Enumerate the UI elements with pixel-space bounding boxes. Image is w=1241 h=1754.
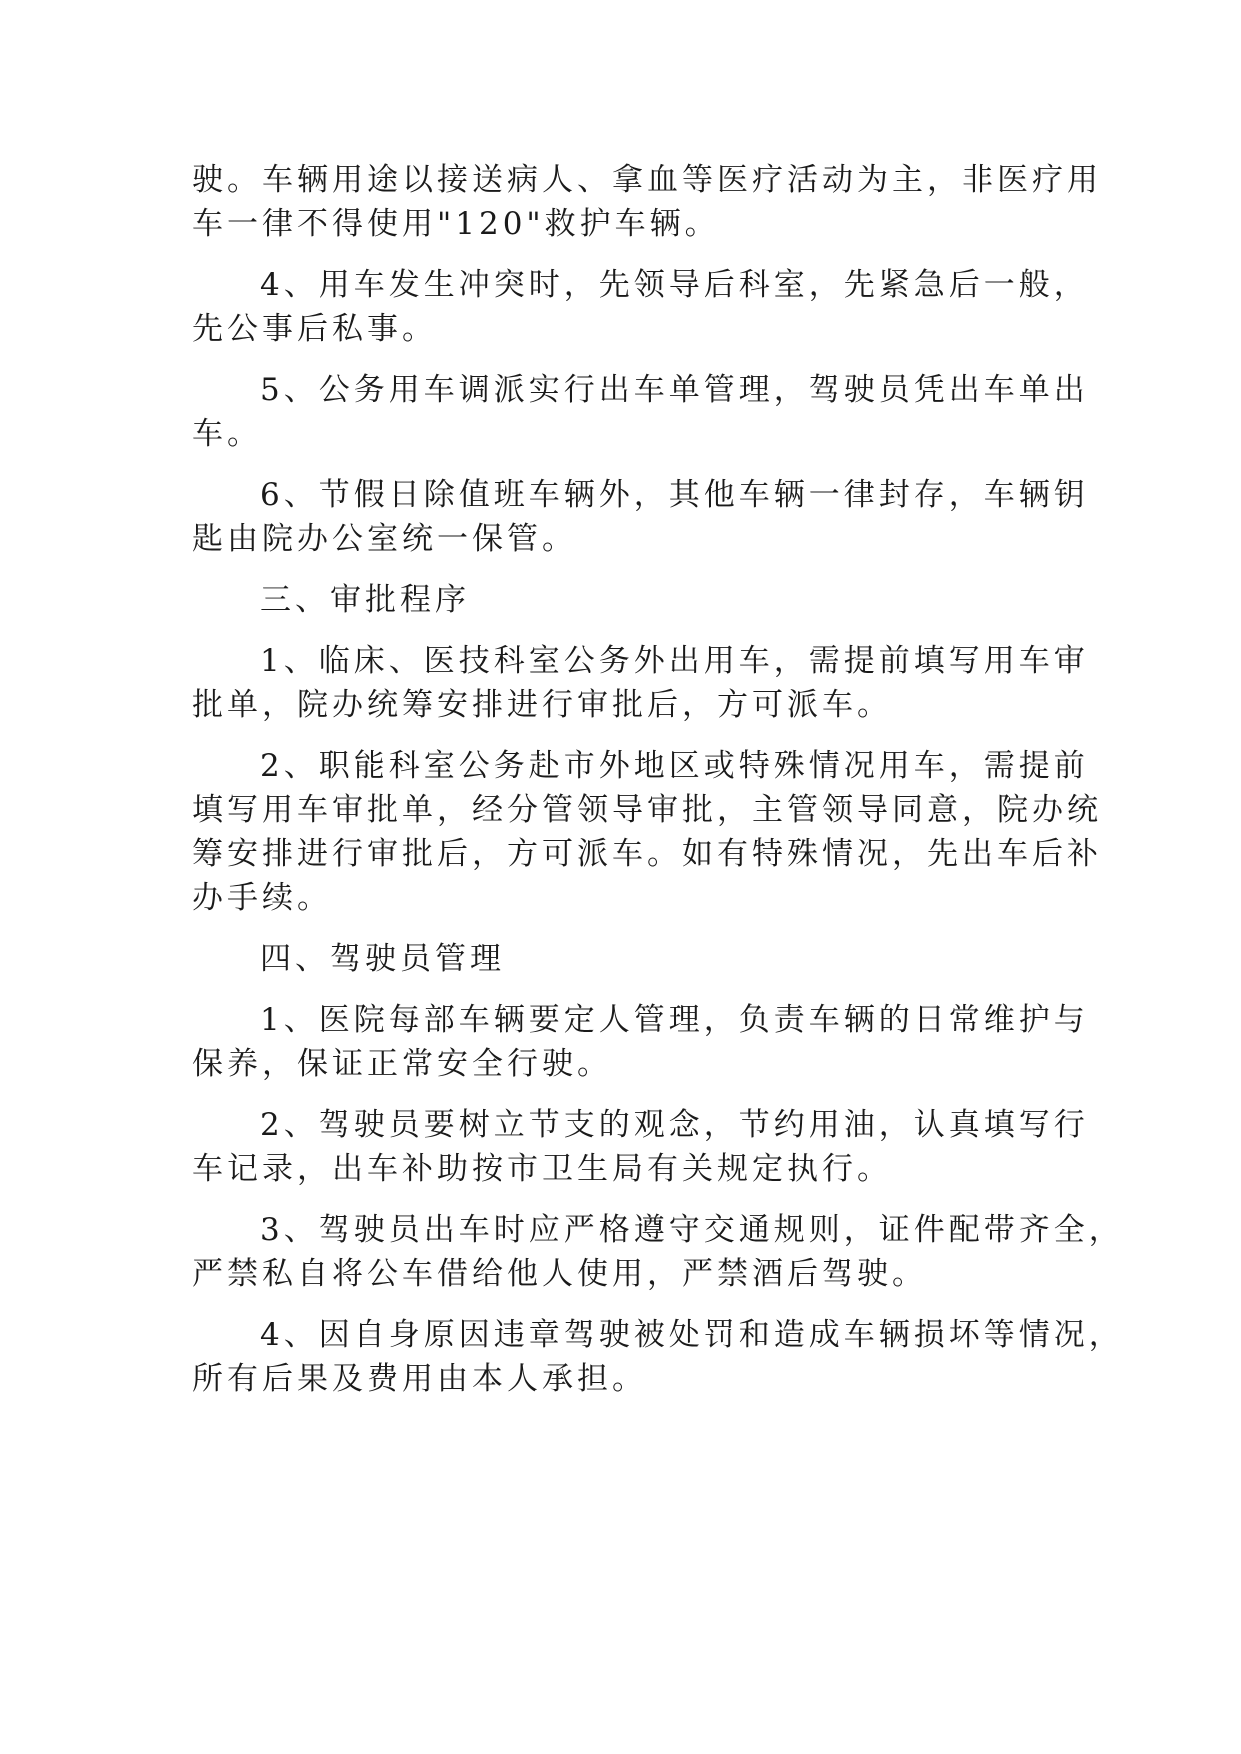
text-line: 驶。车辆用途以接送病人、拿血等医疗活动为主，非医疗用 [192, 162, 1102, 198]
paragraph-rule-4 [192, 263, 1089, 351]
paragraph-driver-4 [192, 1313, 1124, 1401]
text-line: 先公事后私事。 [192, 311, 437, 347]
paragraph-vehicle-use [192, 158, 1102, 246]
text-line: 3、驾驶员出车时应严格遵守交通规则，证件配带齐全， [260, 1212, 1124, 1248]
text-line: 车。 [192, 416, 262, 452]
text-line: 筹安排进行审批后，方可派车。如有特殊情况，先出车后补 [192, 836, 1102, 872]
paragraph-rule-6 [192, 473, 1089, 561]
text-line: 填写用车审批单，经分管领导审批，主管领导同意，院办统 [192, 792, 1102, 828]
text-line: 批单，院办统筹安排进行审批后，方可派车。 [192, 687, 892, 723]
paragraph-rule-5 [192, 368, 1089, 456]
text-line: 1、临床、医技科室公务外出用车，需提前填写用车审 [260, 643, 1089, 679]
text-line: 所有后果及费用由本人承担。 [192, 1361, 647, 1397]
paragraph-driver-3 [192, 1208, 1124, 1296]
text-line: 严禁私自将公车借给他人使用，严禁酒后驾驶。 [192, 1256, 927, 1292]
paragraph-approval-1 [192, 639, 1089, 727]
heading-line: 四、驾驶员管理 [260, 941, 505, 977]
paragraph-driver-2 [192, 1103, 1089, 1191]
paragraph-driver-1 [192, 998, 1089, 1086]
section-heading-approval [192, 578, 1058, 622]
text-line: 车一律不得使用"120"救护车辆。 [192, 206, 720, 242]
text-line: 匙由院办公室统一保管。 [192, 521, 577, 557]
document-body [192, 158, 1124, 1418]
text-line: 4、因自身原因违章驾驶被处罚和造成车辆损坏等情况， [260, 1317, 1124, 1353]
text-line: 办手续。 [192, 880, 332, 916]
heading-line: 三、审批程序 [260, 582, 470, 618]
text-line: 6、节假日除值班车辆外，其他车辆一律封存，车辆钥 [260, 477, 1089, 513]
section-heading-driver [192, 937, 1058, 981]
text-line: 车记录，出车补助按市卫生局有关规定执行。 [192, 1151, 892, 1187]
text-line: 2、职能科室公务赴市外地区或特殊情况用车，需提前 [260, 748, 1089, 784]
text-line: 2、驾驶员要树立节支的观念，节约用油，认真填写行 [260, 1107, 1089, 1143]
text-line: 4、用车发生冲突时，先领导后科室，先紧急后一般， [260, 267, 1089, 303]
text-line: 5、公务用车调派实行出车单管理，驾驶员凭出车单出 [260, 372, 1089, 408]
paragraph-approval-2 [192, 744, 1102, 920]
text-line: 保养，保证正常安全行驶。 [192, 1046, 612, 1082]
text-line: 1、医院每部车辆要定人管理，负责车辆的日常维护与 [260, 1002, 1089, 1038]
